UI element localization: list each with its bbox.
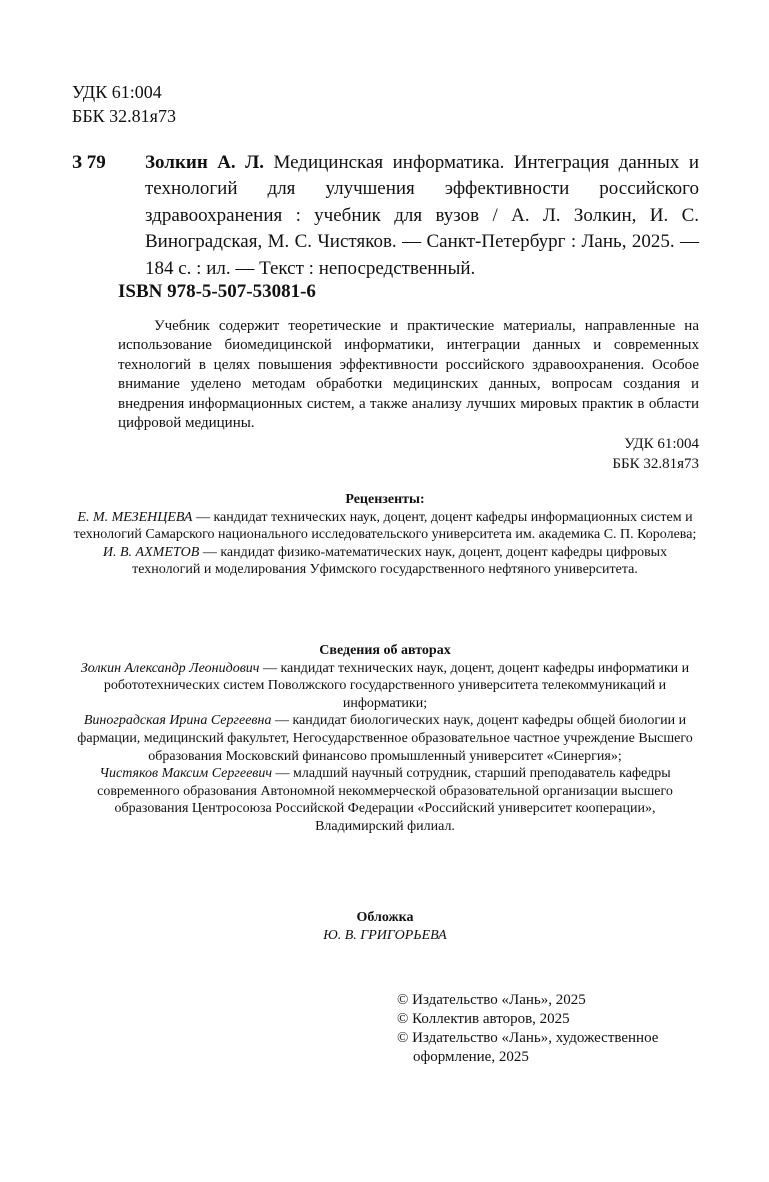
classification-footer: [500, 434, 699, 474]
author-details: — кандидат биологических наук, доцент кафедры общей биологии и фармации, медицинский факультет, Негосударственное образовательное частное учреждение Высшего образования Московский финансово промышленный университет «Синергия»;: [77, 713, 693, 764]
reviewer-details: — кандидат технических наук, доцент, доцент кафедры информационных систем и технологий Самарского национального исследовательского университета им. академика С. П. Королева;: [73, 509, 697, 543]
annotation: Учебник содержит теоретические и практические материалы, направленные на использование биомедицинской информатики, интеграции данных и современных технологий в целях повышения эффективности российского здравоохранения. Особое внимание уделено методам обработки медицинских данных, вопросам создания и внедрения информационных систем, а также анализу лучших мировых практик в области цифровой медицины.: [118, 318, 699, 432]
bbk-code: ББК 32.81я73: [72, 106, 176, 126]
bibliographic-description: Медицинская информатика. Интеграция данных и технологий для улучшения эффективности российского здравоохранения : учебник для вузов / А. Л. Золкин, И. С. Виноградская, М. С. Чистяков. — Санкт-Петербург : Лань, 2025. — 184 с. : ил. — Текст : непосредственный.: [145, 152, 699, 279]
author-name: Виноградская Ирина Сергеевна: [83, 713, 272, 729]
bibliographic-record: [145, 150, 699, 282]
cover-credit: [72, 909, 698, 944]
author-entry: [72, 660, 698, 713]
bbk-code-repeat: ББК 32.81я73: [612, 456, 699, 472]
author-mark: З 79: [72, 152, 106, 173]
udk-code-repeat: УДК 61:004: [624, 436, 699, 452]
author-entry: [72, 765, 698, 835]
cover-title: Обложка: [356, 910, 414, 925]
copyright-line: © Издательство «Лань», 2025: [397, 992, 586, 1008]
reviewers-title: Рецензенты:: [345, 492, 425, 507]
author-details: — кандидат технических наук, доцент, доцент кафедры информатики и робототехнических систем Поволжского государственного университета телекоммуникаций и информатики;: [103, 660, 690, 711]
copyright-line: © Издательство «Лань», художественное оформление, 2025: [397, 1030, 659, 1065]
reviewer-details: — кандидат физико-математических наук, доцент, доцент кафедры цифровых технологий и моделирования Уфимского государственного нефтяного университета.: [132, 544, 668, 578]
reviewer-name: Е. М. МЕЗЕНЦЕВА: [77, 509, 193, 525]
copyright-line: © Коллектив авторов, 2025: [397, 1011, 570, 1027]
author-entry: [72, 712, 698, 765]
authors-title: Сведения об авторах: [319, 643, 451, 658]
author-name: Чистяков Максим Сергеевич: [99, 766, 273, 782]
reviewer-name: И. В. АХМЕТОВ: [102, 544, 200, 560]
author-name: Золкин Александр Леонидович: [80, 660, 260, 676]
reviewer-entry: [72, 509, 698, 544]
author-details: — младший научный сотрудник, старший преподаватель кафедры современного образования Автономной некоммерческой образовательной организации высшего образования Центросоюза Российской Федерации «Российский университет кооперации», Владимирский филиал.: [97, 766, 673, 834]
udk-code: УДК 61:004: [72, 82, 162, 102]
reviewer-entry: [72, 544, 698, 579]
copyright-block: [397, 991, 697, 1067]
author-heading: Золкин А. Л.: [145, 152, 265, 173]
cover-designer: Ю. В. ГРИГОРЬЕВА: [323, 927, 447, 943]
reviewers-block: [72, 491, 698, 579]
authors-block: [72, 642, 698, 836]
isbn: ISBN 978-5-507-53081-6: [118, 281, 316, 302]
classification-header: [72, 80, 176, 128]
